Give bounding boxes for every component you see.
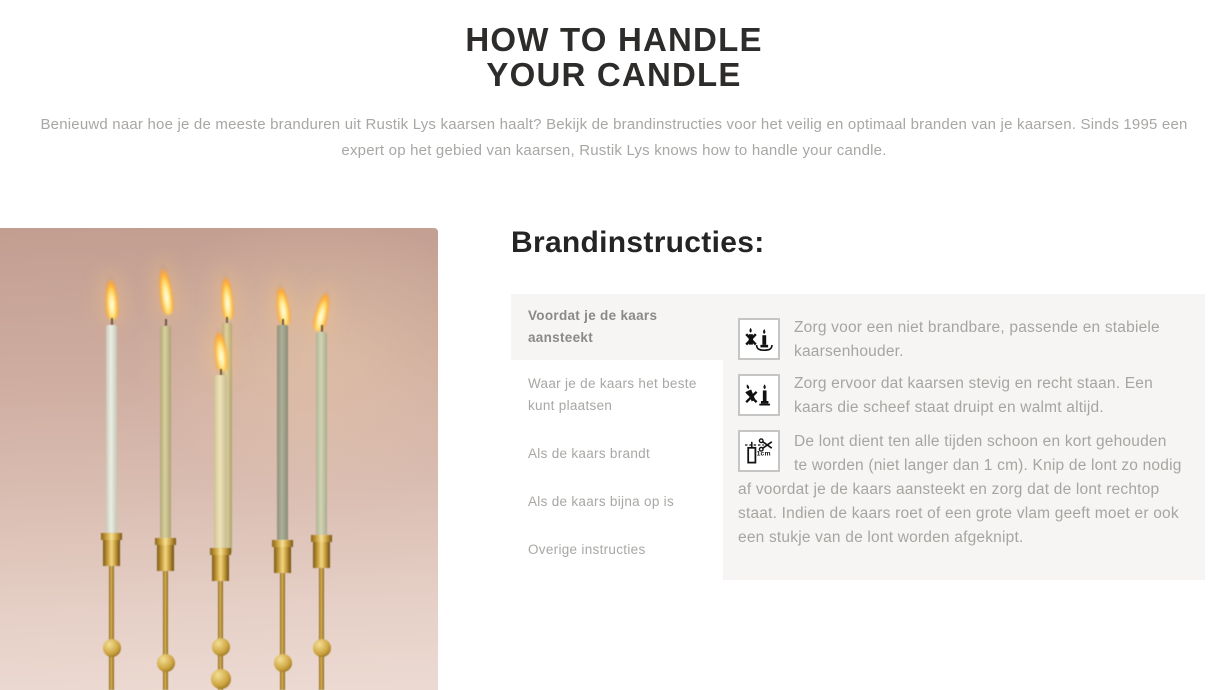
wick [321,325,323,332]
page-subtitle-line1: Benieuwd naar hoe je de meeste branduren uit Rustik Lys kaarsen haalt? Bekijk de brandinstructies voor het veilig en optimaal branden van je kaarsen. Sinds 1995 een [40,116,1188,133]
candle-body [160,326,171,538]
page-title [0,22,1228,92]
tab-label: Overige instructies [528,542,646,557]
candle-holder [157,538,174,571]
holder-ball [313,639,331,657]
instructions-panel [511,294,1205,580]
flame-icon [104,275,119,321]
trim-wick-icon [738,430,780,472]
holder-ball [212,638,230,656]
tab-overige-instructies[interactable] [511,526,723,574]
trim-wick-icon-label: 1cm [756,450,771,458]
tab-label: Als de kaars bijna op is [528,494,675,509]
flame-icon [156,262,175,315]
wick [111,318,113,325]
instruction-text: Zorg voor een niet brandbare, passende en stabiele kaarsenhouder. [794,319,1160,360]
holder-stem [109,566,114,690]
tab-voordat-je-de-kaars-aansteekt[interactable] [511,294,723,360]
tab-label: Als de kaars brandt [528,446,651,461]
candle-body [214,375,227,548]
holder-stem [280,573,285,690]
upright-candle-icon [738,374,780,416]
instruction-text: Zorg ervoor dat kaarsen stevig en recht staan. Een kaars die scheef staat druipt en walmt altijd. [794,375,1153,416]
candle-body [106,325,117,533]
page-title-line1: HOW TO HANDLE [465,21,763,58]
instructions-tab-list [511,294,723,580]
tab-als-de-kaars-brandt[interactable] [511,430,723,478]
candle-holder [103,533,120,566]
flame-icon [219,272,234,321]
page-subtitle-line2: expert op het gebied van kaarsen, Rustik Lys knows how to handle your candle. [341,142,887,159]
tab-als-de-kaars-bijna-op-is[interactable] [511,478,723,526]
holder-stem [319,568,324,690]
candle-body [277,325,288,540]
tab-content [723,294,1205,580]
instruction-item [738,374,1183,420]
page-title-line2: YOUR CANDLE [486,56,742,93]
instruction-text: De lont dient ten alle tijden schoon en kort gehouden te worden (niet langer dan 1 cm). Knip de lont zo nodig af voordat je de kaars aansteekt en zorg dat de lont rechtop staat. Indien de kaars roet of een grote vlam geeft moet er ook een stukje van de lont worden afgeknipt. [738,433,1182,546]
candle-holder [212,548,229,581]
instructions-section [511,224,1205,580]
candle-photo [0,228,438,690]
tab-waar-je-de-kaars-het-beste-kunt-plaatsen[interactable] [511,360,723,430]
candle-holder [274,540,291,573]
holder-ball [211,669,231,689]
instruction-item [738,318,1183,364]
holder-stem [163,571,168,690]
page-subtitle [0,112,1228,164]
candle-in-holder-icon [738,318,780,360]
page-header [0,22,1228,164]
holder-ball [157,654,175,672]
instruction-item [738,430,1183,550]
candle-body [316,332,327,535]
section-heading: Brandinstructies: [511,226,765,259]
holder-ball [274,654,292,672]
tab-label: Waar je de kaars het beste kunt plaatsen [528,376,697,413]
holder-ball [103,639,121,657]
wick [165,319,167,326]
tab-label: Voordat je de kaars aansteekt [528,308,658,345]
candle-holder [313,535,330,568]
